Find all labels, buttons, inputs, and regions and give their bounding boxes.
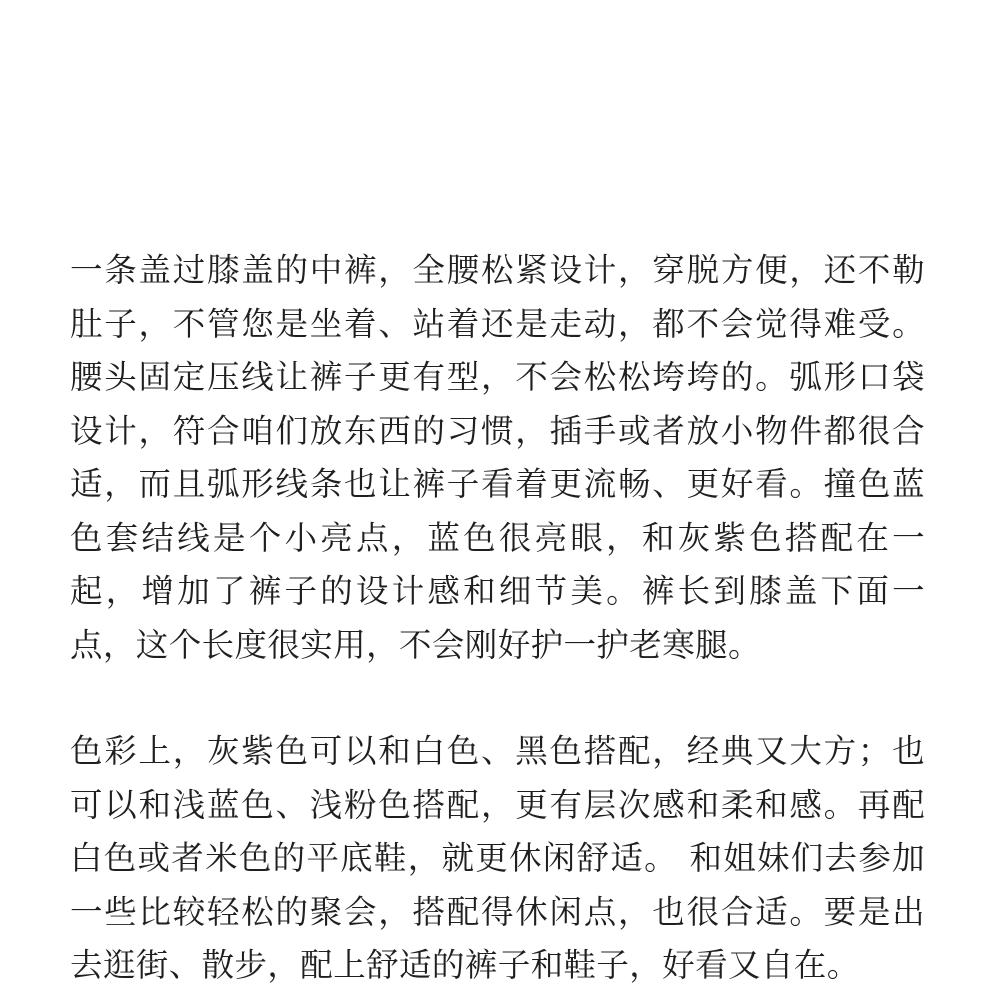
- description-paragraph-2: 色彩上，灰紫色可以和白色、黑色搭配，经典又大方；也可以和浅蓝色、浅粉色搭配，更有层次感和柔和感。再配白色或者米色的平底鞋，就更休闲舒适。 和姐妹们去参加一些比较轻松的聚会，搭配得休闲点，也很合适。要是出去逛街、散步，配上舒适的裤子和鞋子，好看又自在。: [70, 732, 925, 984]
- product-description: [70, 244, 925, 993]
- description-paragraph-1: 一条盖过膝盖的中裤，全腰松紧设计，穿脱方便，还不勒肚子，不管您是坐着、站着还是走动，都不会觉得难受。腰头固定压线让裤子更有型，不会松松垮垮的。弧形口袋设计，符合咱们放东西的习惯，插手或者放小物件都很合适，而且弧形线条也让裤子看着更流畅、更好看。撞色蓝色套结线是个小亮点，蓝色很亮眼，和灰紫色搭配在一起，增加了裤子的设计感和细节美。裤长到膝盖下面一点，这个长度很实用，不会刚好护一护老寒腿。: [70, 251, 925, 664]
